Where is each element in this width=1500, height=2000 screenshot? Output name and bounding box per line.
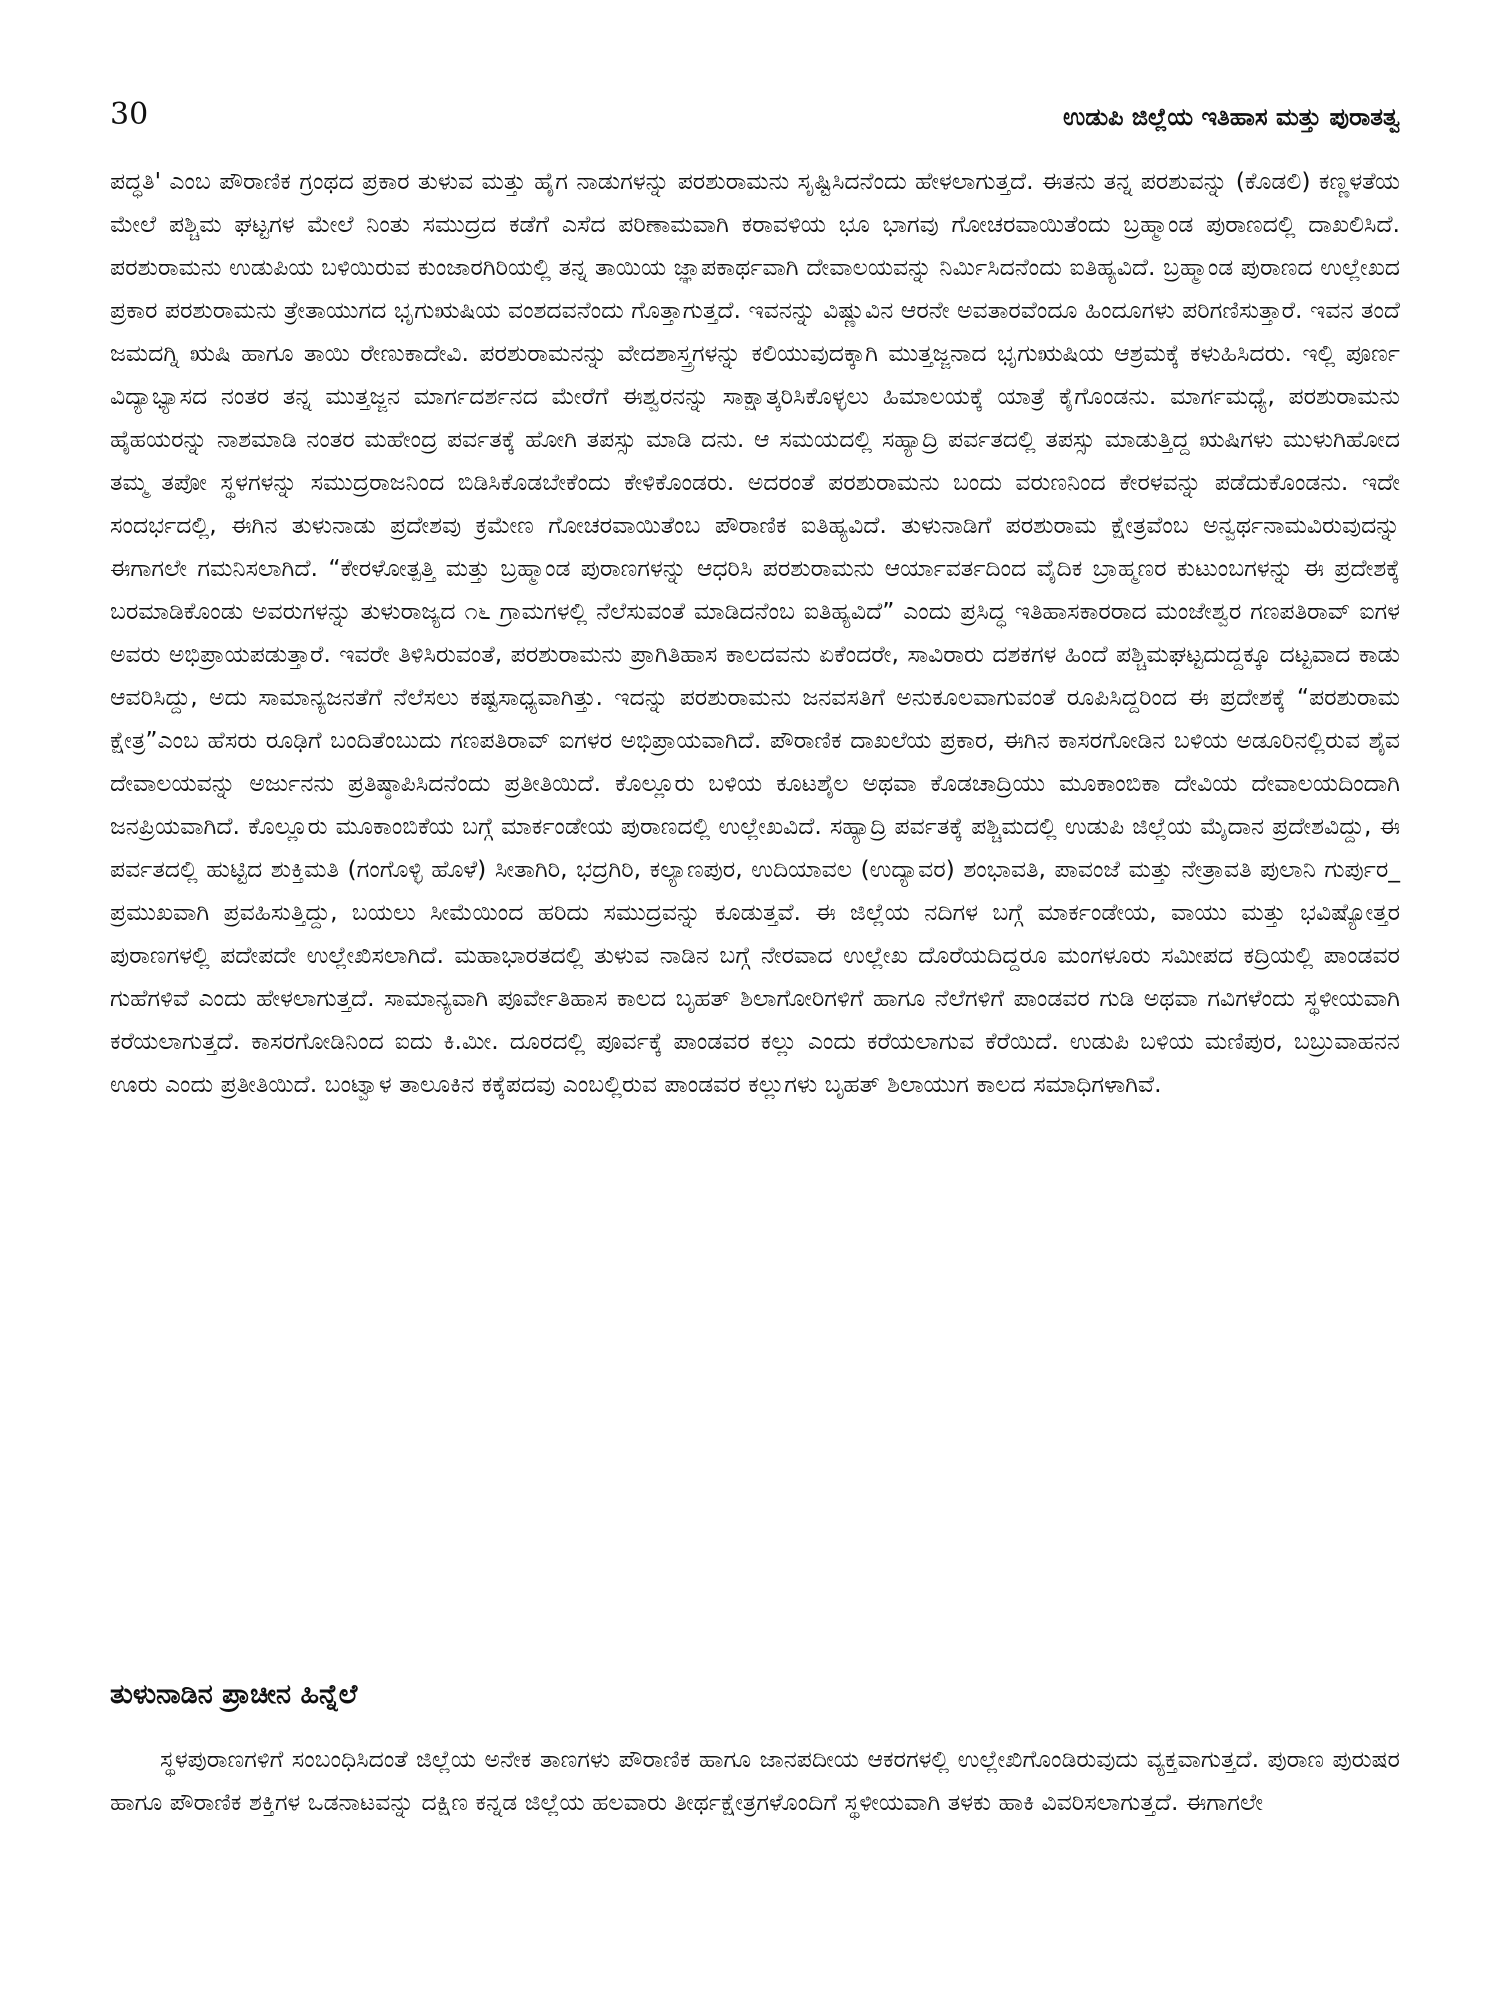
main-text-block: [110, 160, 1400, 1106]
running-title: ಉಡುಪಿ ಜಿಲ್ಲೆಯ ಇತಿಹಾಸ ಮತ್ತು ಪುರಾತತ್ವ: [1063, 103, 1400, 131]
page-header: [110, 95, 1400, 145]
page-number: 30: [110, 97, 149, 132]
body-paragraph: ಪದ್ಧತಿ' ಎಂಬ ಪೌರಾಣಿಕ ಗ್ರಂಥದ ಪ್ರಕಾರ ತುಳುವ ಮತ್ತು ಹೈಗ ನಾಡುಗಳನ್ನು ಪರಶುರಾಮನು ಸೃಷ್ಟಿಸಿದನೆಂದು ಹೇಳಲಾಗುತ್ತದೆ. ಈತನು ತನ್ನ ಪರಶುವನ್ನು (ಕೊಡಲಿ) ಕಣ್ಣಳತೆಯ ಮೇಲೆ ಪಶ್ಚಿಮ ಘಟ್ಟಗಳ ಮೇಲೆ ನಿಂತು ಸಮುದ್ರದ ಕಡೆಗೆ ಎಸೆದ ಪರಿಣಾಮವಾಗಿ ಕರಾವಳಿಯ ಭೂ ಭಾಗವು ಗೋಚರವಾಯಿತೆಂದು ಬ್ರಹ್ಮಾಂಡ ಪುರಾಣದಲ್ಲಿ ದಾಖಲಿಸಿದೆ. ಪರಶುರಾಮನು ಉಡುಪಿಯ ಬಳಿಯಿರುವ ಕುಂಜಾರಗಿರಿಯಲ್ಲಿ ತನ್ನ ತಾಯಿಯ ಜ್ಞಾಪಕಾರ್ಥವಾಗಿ ದೇವಾಲಯವನ್ನು ನಿರ್ಮಿಸಿದನೆಂದು ಐತಿಹ್ಯವಿದೆ. ಬ್ರಹ್ಮಾಂಡ ಪುರಾಣದ ಉಲ್ಲೇಖದ ಪ್ರಕಾರ ಪರಶುರಾಮನು ತ್ರೇತಾಯುಗದ ಭೃಗುಋಷಿಯ ವಂಶದವನೆಂದು ಗೊತ್ತಾಗುತ್ತದೆ. ಇವನನ್ನು ವಿಷ್ಣುವಿನ ಆರನೇ ಅವತಾರವೆಂದೂ ಹಿಂದೂಗಳು ಪರಿಗಣಿಸುತ್ತಾರೆ. ಇವನ ತಂದೆ ಜಮದಗ್ನಿ ಋಷಿ ಹಾಗೂ ತಾಯಿ ರೇಣುಕಾದೇವಿ. ಪರಶುರಾಮನನ್ನು ವೇದಶಾಸ್ತ್ರಗಳನ್ನು ಕಲಿಯುವುದಕ್ಕಾಗಿ ಮುತ್ತಜ್ಜನಾದ ಭೃಗುಋಷಿಯ ಆಶ್ರಮಕ್ಕೆ ಕಳುಹಿಸಿದರು. ಇಲ್ಲಿ ಪೂರ್ಣ ವಿದ್ಯಾಭ್ಯಾಸದ ನಂತರ ತನ್ನ ಮುತ್ತಜ್ಜನ ಮಾರ್ಗದರ್ಶನದ ಮೇರೆಗೆ ಈಶ್ವರನನ್ನು ಸಾಕ್ಷಾತ್ಕರಿಸಿಕೊಳ್ಳಲು ಹಿಮಾಲಯಕ್ಕೆ ಯಾತ್ರೆ ಕೈಗೊಂಡನು. ಮಾರ್ಗಮಧ್ಯೆ, ಪರಶುರಾಮನು ಹೈಹಯರನ್ನು ನಾಶಮಾಡಿ ನಂತರ ಮಹೇಂದ್ರ ಪರ್ವತಕ್ಕೆ ಹೋಗಿ ತಪಸ್ಸು ಮಾಡಿ ದನು. ಆ ಸಮಯದಲ್ಲಿ ಸಹ್ಯಾದ್ರಿ ಪರ್ವತದಲ್ಲಿ ತಪಸ್ಸು ಮಾಡುತ್ತಿದ್ದ ಋಷಿಗಳು ಮುಳುಗಿಹೋದ ತಮ್ಮ ತಪೋ ಸ್ಥಳಗಳನ್ನು ಸಮುದ್ರರಾಜನಿಂದ ಬಿಡಿಸಿಕೊಡಬೇಕೆಂದು ಕೇಳಿಕೊಂಡರು. ಅದರಂತೆ ಪರಶುರಾಮನು ಬಂದು ವರುಣನಿಂದ ಕೇರಳವನ್ನು ಪಡೆದುಕೊಂಡನು. ಇದೇ ಸಂದರ್ಭದಲ್ಲಿ, ಈಗಿನ ತುಳುನಾಡು ಪ್ರದೇಶವು ಕ್ರಮೇಣ ಗೋಚರವಾಯಿತೆಂಬ ಪೌರಾಣಿಕ ಐತಿಹ್ಯವಿದೆ. ತುಳುನಾಡಿಗೆ ಪರಶುರಾಮ ಕ್ಷೇತ್ರವೆಂಬ ಅನ್ವರ್ಥನಾಮವಿರುವುದನ್ನು ಈಗಾಗಲೇ ಗಮನಿಸಲಾಗಿದೆ. “ಕೇರಳೋತ್ಪತ್ತಿ ಮತ್ತು ಬ್ರಹ್ಮಾಂಡ ಪುರಾಣಗಳನ್ನು ಆಧರಿಸಿ ಪರಶುರಾಮನು ಆರ್ಯಾವರ್ತದಿಂದ ವೈದಿಕ ಬ್ರಾಹ್ಮಣರ ಕುಟುಂಬಗಳನ್ನು ಈ ಪ್ರದೇಶಕ್ಕೆ ಬರಮಾಡಿಕೊಂಡು ಅವರುಗಳನ್ನು ತುಳುರಾಜ್ಯದ ೧೬ ಗ್ರಾಮಗಳಲ್ಲಿ ನೆಲೆಸುವಂತೆ ಮಾಡಿದನೆಂಬ ಐತಿಹ್ಯವಿದೆ” ಎಂದು ಪ್ರಸಿದ್ಧ ಇತಿಹಾಸಕಾರರಾದ ಮಂಜೇಶ್ವರ ಗಣಪತಿರಾವ್ ಐಗಳ ಅವರು ಅಭಿಪ್ರಾಯಪಡುತ್ತಾರೆ. ಇವರೇ ತಿಳಿಸಿರುವಂತೆ, ಪರಶುರಾಮನು ಪ್ರಾಗಿತಿಹಾಸ ಕಾಲದವನು ಏಕೆಂದರೇ, ಸಾವಿರಾರು ದಶಕಗಳ ಹಿಂದೆ ಪಶ್ಚಿಮಘಟ್ಟದುದ್ದಕ್ಕೂ ದಟ್ಟವಾದ ಕಾಡು ಆವರಿಸಿದ್ದು, ಅದು ಸಾಮಾನ್ಯಜನತೆಗೆ ನೆಲೆಸಲು ಕಷ್ಟಸಾಧ್ಯವಾಗಿತ್ತು. ಇದನ್ನು ಪರಶುರಾಮನು ಜನವಸತಿಗೆ ಅನುಕೂಲವಾಗುವಂತೆ ರೂಪಿಸಿದ್ದರಿಂದ ಈ ಪ್ರದೇಶಕ್ಕೆ “ಪರಶುರಾಮ ಕ್ಷೇತ್ರ”ಎಂಬ ಹೆಸರು ರೂಢಿಗೆ ಬಂದಿತೆಂಬುದು ಗಣಪತಿರಾವ್ ಐಗಳರ ಅಭಿಪ್ರಾಯವಾಗಿದೆ. ಪೌರಾಣಿಕ ದಾಖಲೆಯ ಪ್ರಕಾರ, ಈಗಿನ ಕಾಸರಗೋಡಿನ ಬಳಿಯ ಅಡೂರಿನಲ್ಲಿರುವ ಶೈವ ದೇವಾಲಯವನ್ನು ಅರ್ಜುನನು ಪ್ರತಿಷ್ಠಾಪಿಸಿದನೆಂದು ಪ್ರತೀತಿಯಿದೆ. ಕೊಲ್ಲೂರು ಬಳಿಯ ಕೂಟಶೈಲ ಅಥವಾ ಕೊಡಚಾದ್ರಿಯು ಮೂಕಾಂಬಿಕಾ ದೇವಿಯ ದೇವಾಲಯದಿಂದಾಗಿ ಜನಪ್ರಿಯವಾಗಿದೆ. ಕೊಲ್ಲೂರು ಮೂಕಾಂಬಿಕೆಯ ಬಗ್ಗೆ ಮಾರ್ಕಂಡೇಯ ಪುರಾಣದಲ್ಲಿ ಉಲ್ಲೇಖವಿದೆ. ಸಹ್ಯಾದ್ರಿ ಪರ್ವತಕ್ಕೆ ಪಶ್ಚಿಮದಲ್ಲಿ ಉಡುಪಿ ಜಿಲ್ಲೆಯ ಮೈದಾನ ಪ್ರದೇಶವಿದ್ದು, ಈ ಪರ್ವತದಲ್ಲಿ ಹುಟ್ಟಿದ ಶುಕ್ತಿಮತಿ (ಗಂಗೊಳ್ಳಿ ಹೊಳೆ) ಸೀತಾಗಿರಿ, ಭದ್ರಗಿರಿ, ಕಲ್ಯಾಣಪುರ, ಉದಿಯಾವಲ (ಉದ್ಯಾವರ) ಶಂಭಾವತಿ, ಪಾವಂಜೆ ಮತ್ತು ನೇತ್ರಾವತಿ ಪುಲಾನಿ ಗುರ್ಪುರ_ ಪ್ರಮುಖವಾಗಿ ಪ್ರವಹಿಸುತ್ತಿದ್ದು, ಬಯಲು ಸೀಮೆಯಿಂದ ಹರಿದು ಸಮುದ್ರವನ್ನು ಕೂಡುತ್ತವೆ. ಈ ಜಿಲ್ಲೆಯ ನದಿಗಳ ಬಗ್ಗೆ ಮಾರ್ಕಂಡೇಯ, ವಾಯು ಮತ್ತು ಭವಿಷ್ಯೋತ್ತರ ಪುರಾಣಗಳಲ್ಲಿ ಪದೇಪದೇ ಉಲ್ಲೇಖಿಸಲಾಗಿದೆ. ಮಹಾಭಾರತದಲ್ಲಿ ತುಳುವ ನಾಡಿನ ಬಗ್ಗೆ ನೇರವಾದ ಉಲ್ಲೇಖ ದೊರೆಯದಿದ್ದರೂ ಮಂಗಳೂರು ಸಮೀಪದ ಕದ್ರಿಯಲ್ಲಿ ಪಾಂಡವರ ಗುಹೆಗಳಿವೆ ಎಂದು ಹೇಳಲಾಗುತ್ತದೆ. ಸಾಮಾನ್ಯವಾಗಿ ಪೂರ್ವೇತಿಹಾಸ ಕಾಲದ ಬೃಹತ್ ಶಿಲಾಗೋರಿಗಳಿಗೆ ಹಾಗೂ ನೆಲೆಗಳಿಗೆ ಪಾಂಡವರ ಗುಡಿ ಅಥವಾ ಗವಿಗಳೆಂದು ಸ್ಥಳೀಯವಾಗಿ ಕರೆಯಲಾಗುತ್ತದೆ. ಕಾಸರಗೋಡಿನಿಂದ ಐದು ಕಿ.ಮೀ. ದೂರದಲ್ಲಿ ಪೂರ್ವಕ್ಕೆ ಪಾಂಡವರ ಕಲ್ಲು ಎಂದು ಕರೆಯಲಾಗುವ ಕೆರೆಯಿದೆ. ಉಡುಪಿ ಬಳಿಯ ಮಣಿಪುರ, ಬಬ್ರುವಾಹನನ ಊರು ಎಂದು ಪ್ರತೀತಿಯಿದೆ. ಬಂಟ್ವಾಳ ತಾಲೂಕಿನ ಕಕ್ಕೆಪದವು ಎಂಬಲ್ಲಿರುವ ಪಾಂಡವರ ಕಲ್ಲುಗಳು ಬೃಹತ್ ಶಿಲಾಯುಗ ಕಾಲದ ಸಮಾಧಿಗಳಾಗಿವೆ.: [110, 167, 1400, 1098]
section-heading: ತುಳುನಾಡಿನ ಪ್ರಾಚೀನ ಹಿನ್ನೆಲೆ: [110, 1679, 358, 1710]
section-paragraph: ಸ್ಥಳಪುರಾಣಗಳಿಗೆ ಸಂಬಂಧಿಸಿದಂತೆ ಜಿಲ್ಲೆಯ ಅನೇಕ ತಾಣಗಳು ಪೌರಾಣಿಕ ಹಾಗೂ ಜಾನಪದೀಯ ಆಕರಗಳಲ್ಲಿ ಉಲ್ಲೇಖಿಗೊಂಡಿರುವುದು ವ್ಯಕ್ತವಾಗುತ್ತದೆ. ಪುರಾಣ ಪುರುಷರ ಹಾಗೂ ಪೌರಾಣಿಕ ಶಕ್ತಿಗಳ ಒಡನಾಟವನ್ನು ದಕ್ಷಿಣ ಕನ್ನಡ ಜಿಲ್ಲೆಯ ಹಲವಾರು ತೀರ್ಥಕ್ಷೇತ್ರಗಳೊಂದಿಗೆ ಸ್ಥಳೀಯವಾಗಿ ತಳಕು ಹಾಕಿ ವಿವರಿಸಲಾಗುತ್ತದೆ. ಈಗಾಗಲೇ: [110, 1745, 1400, 1816]
